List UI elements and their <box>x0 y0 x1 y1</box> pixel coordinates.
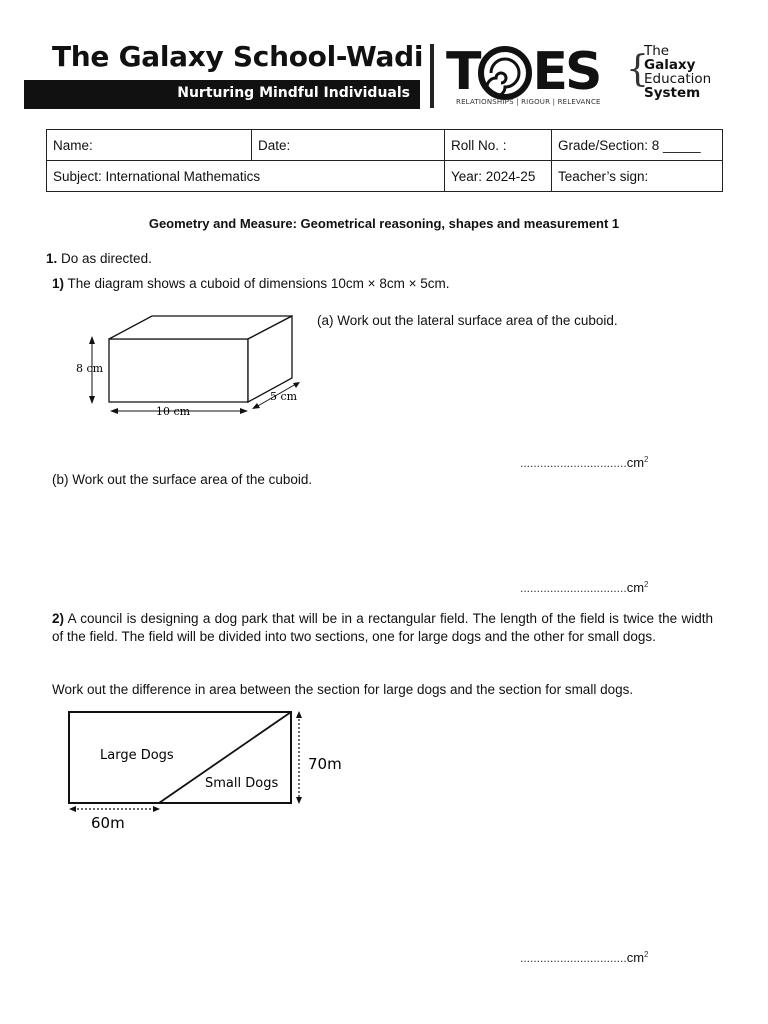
answer-dots: ................................ <box>520 456 627 470</box>
dog-park-diagram <box>56 706 356 834</box>
system-name <box>644 44 711 100</box>
answer-line-1b[interactable] <box>520 580 648 595</box>
answer-unit-sup: 2 <box>644 455 649 464</box>
logo-motto: RELATIONSHIPS | RIGOUR | RELEVANCE <box>456 98 601 106</box>
logo-letters-es: ES <box>532 42 600 102</box>
question-1-number: 1) <box>52 276 65 291</box>
tagline: Nurturing Mindful Individuals <box>177 85 410 101</box>
grade-field[interactable]: Grade/Section: 8 _____ <box>552 130 723 161</box>
teacher-sign-field[interactable]: Teacher’s sign: <box>552 161 723 192</box>
worksheet-title: Geometry and Measure: Geometrical reasoning, shapes and measurement 1 <box>148 216 620 231</box>
answer-unit: cm <box>626 580 645 595</box>
header-divider <box>430 44 434 108</box>
answer-dots: ................................ <box>520 951 627 965</box>
date-field[interactable]: Date: <box>252 130 445 161</box>
section-instruction <box>46 251 152 266</box>
answer-unit: cm <box>626 950 645 965</box>
answer-unit-sup: 2 <box>644 950 649 959</box>
question-2-number: 2) <box>52 611 65 626</box>
school-name: The Galaxy School-Wadi <box>52 40 424 73</box>
height-70m-label: 70m <box>308 755 342 773</box>
length-label: 10 cm <box>156 405 191 418</box>
section-number: 1. <box>46 251 58 266</box>
cuboid-diagram <box>72 308 312 428</box>
question-2-text: A council is designing a dog park that will be in a rectangular field. The length of the field is twice the width of the field. The field will be divided into two sections, one for large dogs and the other for small dogs. <box>52 611 713 644</box>
answer-unit-sup: 2 <box>644 580 649 589</box>
answer-unit: cm <box>626 455 645 470</box>
answer-dots: ................................ <box>520 581 627 595</box>
answer-line-1a[interactable] <box>520 455 648 470</box>
system-name-line: Galaxy <box>644 57 696 73</box>
name-field[interactable]: Name: <box>47 130 252 161</box>
system-name-line: The <box>644 43 670 59</box>
swirl-icon <box>478 46 532 100</box>
question-2-task: Work out the difference in area between the section for large dogs and the section for small dogs. <box>52 682 634 697</box>
base-60m-label: 60m <box>91 814 125 832</box>
system-name-line: System <box>644 85 701 101</box>
small-dogs-label: Small Dogs <box>205 776 279 791</box>
question-1a-text: (a) Work out the lateral surface area of the cuboid. <box>317 313 618 328</box>
brace-icon: { <box>626 49 649 90</box>
roll-field[interactable]: Roll No. : <box>445 130 552 161</box>
height-label: 8 cm <box>76 362 104 375</box>
subject-cell: Subject: International Mathematics <box>47 161 445 192</box>
answer-line-2[interactable] <box>520 950 648 965</box>
large-dogs-label: Large Dogs <box>100 748 174 763</box>
depth-label: 5 cm <box>270 390 298 403</box>
tges-logo <box>446 42 600 102</box>
logo-letter-t: T <box>446 42 479 102</box>
question-1-text: The diagram shows a cuboid of dimensions 10cm × 8cm × 5cm. <box>67 276 450 291</box>
student-info-table <box>46 129 723 192</box>
question-1 <box>52 276 449 291</box>
tagline-bar <box>24 80 420 109</box>
question-1b-text: (b) Work out the surface area of the cuboid. <box>52 472 313 487</box>
section-instruction-text: Do as directed. <box>61 251 152 266</box>
question-2 <box>52 610 713 646</box>
year-cell: Year: 2024-25 <box>445 161 552 192</box>
system-name-line: Education <box>644 71 712 87</box>
